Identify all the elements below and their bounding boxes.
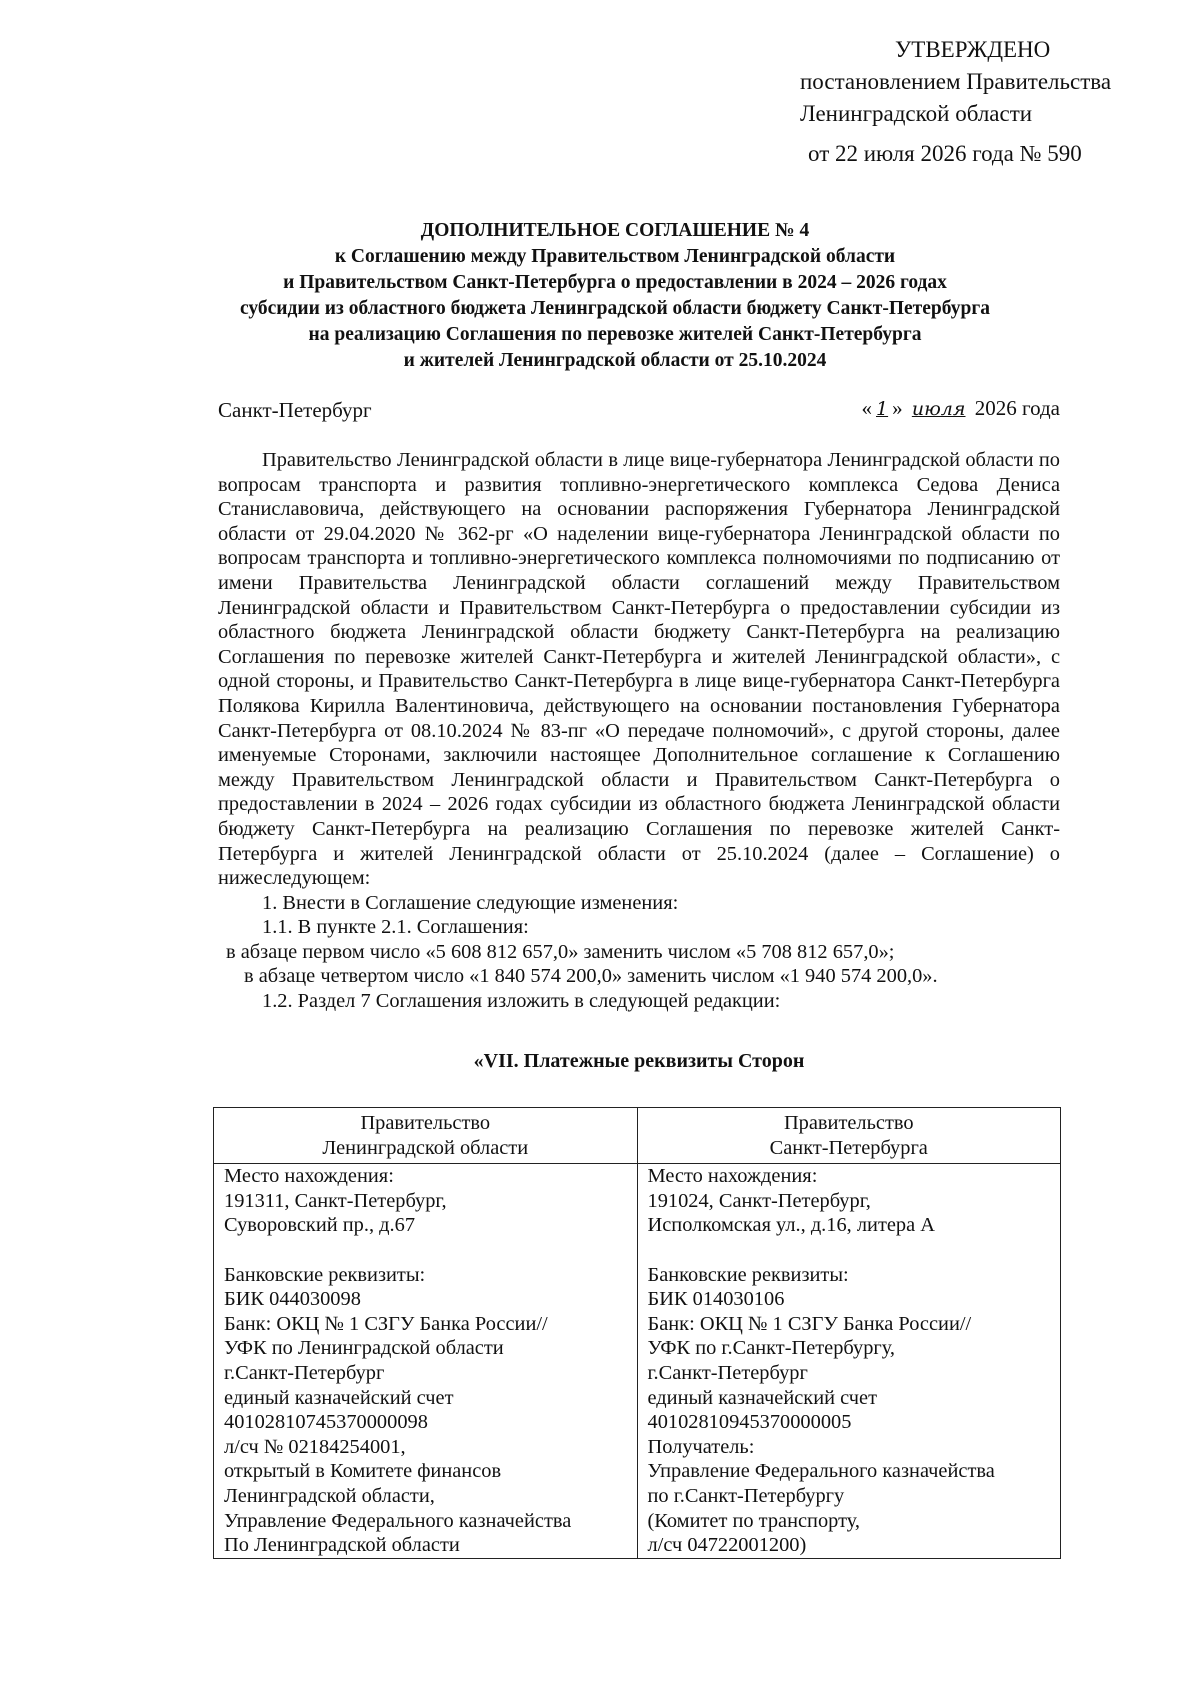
requisite-line: Суворовский пр., д.67 xyxy=(224,1214,416,1237)
agreement-body xyxy=(218,448,1060,1014)
requisite-line: 191024, Санкт-Петербург, xyxy=(647,1189,871,1212)
requisite-line: БИК 044030098 xyxy=(224,1288,361,1311)
date-quote: » xyxy=(892,396,903,420)
requisite-line: Банковские реквизиты: xyxy=(647,1263,849,1286)
requisite-line: Исполкомская ул., д.16, литера А xyxy=(647,1214,935,1237)
requisite-line: УФК по Ленинградской области xyxy=(224,1337,504,1360)
requisite-line: г.Санкт-Петербург xyxy=(224,1361,385,1384)
clause-1-1-a: в абзаце первом число «5 608 812 657,0» заменить числом «5 708 812 657,0»; xyxy=(226,940,895,963)
requisite-line: Банк: ОКЦ № 1 СЗГУ Банка России// xyxy=(647,1312,972,1335)
requisite-line: л/сч № 02184254001, xyxy=(224,1435,406,1458)
intro-paragraph: Правительство Ленинградской области в лице вице-губернатора Ленинградской области по вопросам транспорта и развития топливно-энергетического комплекса Седова Дениса Станиславовича, действующего на основании распоряжения Губернатора Ленинградской области от 29.04.2020 № 362-рг «О наделении вице-губернатора Ленинградской области по вопросам транспорта и топливно-энергетического комплекса полномочиями по подписанию от имени Правительства Ленинградской области соглашений между Правительством Ленинградской области и Правительством Санкт-Петербурга о предоставлении субсидии из областного бюджета Ленинградской области бюджету Санкт-Петербурга на реализацию Соглашения по перевозке жителей Санкт-Петербурга и жителей Ленинградской области», с одной стороны, и Правительство Санкт-Петербурга в лице вице-губернатора Санкт-Петербурга Полякова Кирилла Валентиновича, действующего на основании постановления Губернатора Санкт-Петербурга от 08.10.2024 № 83-пг «О передаче полномочий», с другой стороны, далее именуемые Сторонами, заключили настоящее Дополнительное соглашение к Соглашению между Правительством Ленинградской области и Правительством Санкт-Петербурга о предоставлении в 2024 – 2026 годах субсидии из областного бюджета Ленинградской области бюджету Санкт-Петербурга на реализацию Соглашения по перевозке жителей Санкт-Петербурга и жителей Ленинградской области от 25.10.2024 (далее – Соглашение) о нижеследующем: xyxy=(218,449,1060,890)
requisite-line xyxy=(224,1238,627,1263)
title-line: ДОПОЛНИТЕЛЬНОЕ СОГЛАШЕНИЕ № 4 xyxy=(420,220,810,241)
requisites-table xyxy=(213,1107,1061,1559)
requisite-line xyxy=(648,1238,1051,1263)
header-line: Ленинградской области xyxy=(322,1136,529,1159)
approval-stamp xyxy=(800,34,1111,170)
left-party-requisites xyxy=(214,1164,638,1559)
date-month: июля xyxy=(911,398,966,420)
requisite-line: По Ленинградской области xyxy=(224,1534,460,1557)
clause-1-2: 1.2. Раздел 7 Соглашения изложить в следующей редакции: xyxy=(262,990,781,1013)
requisite-line: Управление Федерального казначейства xyxy=(647,1460,995,1483)
document-title xyxy=(170,218,1060,374)
requisite-line: г.Санкт-Петербург xyxy=(647,1361,808,1384)
requisite-line: 40102810745370000098 xyxy=(224,1411,428,1434)
signing-date xyxy=(862,396,1061,421)
date-year: 2026 года xyxy=(974,396,1060,420)
title-line: и жителей Ленинградской области от 25.10.2024 xyxy=(403,350,827,371)
requisite-line: Банк: ОКЦ № 1 СЗГУ Банка России// xyxy=(224,1312,548,1335)
clause-1-1: 1.1. В пункте 2.1. Соглашения: xyxy=(262,916,529,939)
title-line: на реализацию Соглашения по перевозке жителей Санкт-Петербурга xyxy=(308,324,922,345)
clause-1-1-b: в абзаце четвертом число «1 840 574 200,0» заменить числом «1 940 574 200,0». xyxy=(244,965,938,988)
requisite-line: (Комитет по транспорту, xyxy=(647,1509,860,1532)
requisite-line: 191311, Санкт-Петербург, xyxy=(224,1189,447,1212)
requisite-line: единый казначейский счет xyxy=(647,1386,877,1409)
title-line: субсидии из областного бюджета Ленинградской области бюджету Санкт-Петербурга xyxy=(240,298,990,319)
requisite-line: Место нахождения: xyxy=(647,1165,818,1188)
requisite-line: 40102810945370000005 xyxy=(647,1411,852,1434)
approval-date: от 22 июля 2026 года № 590 xyxy=(808,141,1082,166)
header-line: Правительство xyxy=(360,1112,491,1134)
requisite-line: Получатель: xyxy=(647,1435,755,1458)
title-line: к Соглашению между Правительством Ленинградской области xyxy=(334,246,896,267)
signing-place: Санкт-Петербург xyxy=(218,398,372,422)
requisite-line: открытый в Комитете финансов xyxy=(224,1460,502,1483)
requisite-line: л/сч 04722001200) xyxy=(647,1534,807,1557)
title-line: и Правительством Санкт-Петербурга о предоставлении в 2024 – 2026 годах xyxy=(283,272,947,293)
requisite-line: Управление Федерального казначейства xyxy=(224,1509,572,1532)
right-party-header xyxy=(637,1108,1061,1164)
requisite-line: единый казначейский счет xyxy=(224,1386,454,1409)
header-line: Санкт-Петербурга xyxy=(769,1136,928,1159)
requisite-line: по г.Санкт-Петербургу xyxy=(647,1484,845,1507)
date-quote: « xyxy=(861,396,872,420)
requisite-line: Место нахождения: xyxy=(224,1165,394,1188)
header-line: Правительство xyxy=(783,1112,914,1134)
right-party-requisites xyxy=(637,1164,1061,1559)
section-title: «VII. Платежные реквизиты Сторон xyxy=(473,1050,805,1072)
requisite-line: Банковские реквизиты: xyxy=(224,1263,426,1286)
approval-heading: УТВЕРЖДЕНО xyxy=(895,37,1051,62)
requisite-line: БИК 014030106 xyxy=(647,1288,785,1311)
requisite-line: УФК по г.Санкт-Петербургу, xyxy=(647,1337,896,1360)
date-day: 1 xyxy=(876,398,889,420)
left-party-header xyxy=(214,1108,638,1164)
approval-line: постановлением Правительства xyxy=(800,69,1112,94)
requisite-line: Ленинградской области, xyxy=(224,1484,435,1507)
approval-line: Ленинградской области xyxy=(800,101,1033,126)
clause-1: 1. Внести в Соглашение следующие изменения: xyxy=(262,891,679,914)
